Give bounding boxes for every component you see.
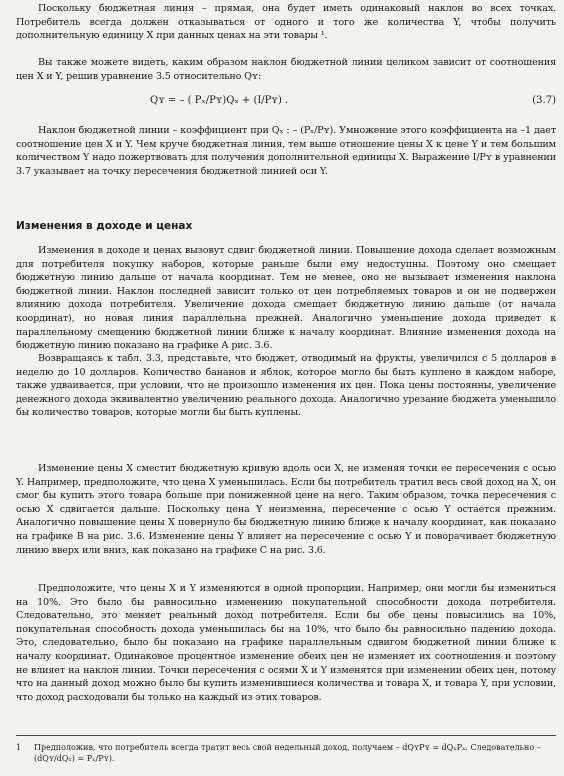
section-heading: Изменения в доходе и ценах [16, 220, 193, 232]
equation-number: (3.7) [532, 95, 556, 106]
paragraph-6: Изменение цены X сместит бюджетную кривую вдоль оси X, не изменяя точки ее пересечения с осью Y. Например, предположите, что цена X уменьшилась. Если бы потребитель тратил весь свой доход на X, он смог бы купить этого товара больше при пониженной цене на него. Таким образом, точка пересечения с осью X сдвигается дальше. Поскольку цена Y неизменна, пересечение с осью Y остается прежним. Аналогично повышение цены X повернуло бы бюджетную линию ближе к началу координат, как показано на графике В на рис. 3.6. Изменение цены Y влияет на пересечение с осью Y и поворачивает бюджетную линию вверх или вниз, как показано на графике С на рис. 3.6. [16, 463, 556, 556]
paragraph-7: Предположите, что цены X и Y изменяются в одной пропорции. Например, они могли бы измениться на 10%. Это было бы равносильно изменению покупательной способности дохода потребителя. Следовательно, это меняет реальный доход потребителя. Если бы обе цены повысились на 10%, покупательная способность дохода уменьшилась бы на 10%, что было бы равносильно падению дохода. Это, следовательно, было бы показано на графике параллельным сдвигом бюджетной линии ближе к началу координат. Одинаковое процентное изменение обеих цен не изменяет их соотношения и поэтому не влияет на наклон линии. Точки пересечения с осями X и Y изменятся при изменении обеих цен, потому что на данный доход можно было бы купить изменившиеся количества и товара X, и товара Y, при условии, что доход расходовали бы только на каждый из этих товаров. [16, 583, 556, 703]
paragraph-3: Наклон бюджетной линии – коэффициент при Qₓ : – (Pₓ/Pʏ). Умножение этого коэффициента на –1 дает соотношение цен X и Y. Чем круче бюджетная линия, тем выше отношение цены X к цене Y и тем большим количеством Y надо пожертвовать для получения дополнительной единицы X. Выражение I/Pʏ в уравнении 3.7 указывает на точку пересечения бюджетной линией оси Y. [16, 125, 556, 177]
paragraph-1: Поскольку бюджетная линия – прямая, она будет иметь одинаковый наклон во всех точках. Потребитель всегда должен отказываться от одного и того же количества Y, чтобы получить дополнительную единицу X при данных ценах на эти товары ¹. [16, 3, 556, 42]
paragraph-2: Вы также можете видеть, каким образом наклон бюджетной линии целиком зависит от соотношения цен X и Y, решив уравнение 3.5 относительно Qʏ: [16, 57, 556, 82]
footnote-divider [16, 735, 556, 736]
footnote-number: 1 [16, 743, 22, 752]
equation-3-7 [150, 94, 556, 108]
paragraph-5: Возвращаясь к табл. 3.3, представьте, что бюджет, отводимый на фрукты, увеличился с 5 долларов в неделю до 10 долларов. Количество бананов и яблок, которое могло бы быть куплено в каждом наборе, также удваивается, при условии, что не произошло изменения их цен. Пока цены постоянны, увеличение денежного дохода эквивалентно увеличению реального дохода. Аналогично урезание бюджета уменьшило бы количество товаров, которые могли бы быть куплены. [16, 353, 556, 419]
equation-formula: Qʏ = – ( Pₓ/Pʏ)Qₓ + (I/Pʏ) . [150, 95, 289, 106]
paragraph-4: Изменения в доходе и ценах вызовут сдвиг бюджетной линии. Повышение дохода сделает возможным для потребителя покупку наборов, которые раньше были ему недоступны. Поэтому оно смещает бюджетную линию дальше от начала координат. Тем не менее, оно не вызывает изменения наклона бюджетной линии. Наклон последней зависит только от цен потребляемых товаров и он не подвержен влиянию дохода потребителя. Увеличение дохода смещает бюджетную линию дальше (от начала координат), но новая линия параллельна прежней. Аналогично уменьшение дохода приведет к параллельному смещению бюджетной линии ближе к началу координат. Влияние изменения дохода на бюджетную линию показано на графике А рис. 3.6. [16, 245, 556, 352]
footnote-text: Предположив, что потребитель всегда тратит весь свой недельный доход, получаем – dQʏPʏ = dQₓPₓ. Следовательно – (dQʏ/dQₓ) = Pₓ/Pʏ). [34, 743, 541, 763]
